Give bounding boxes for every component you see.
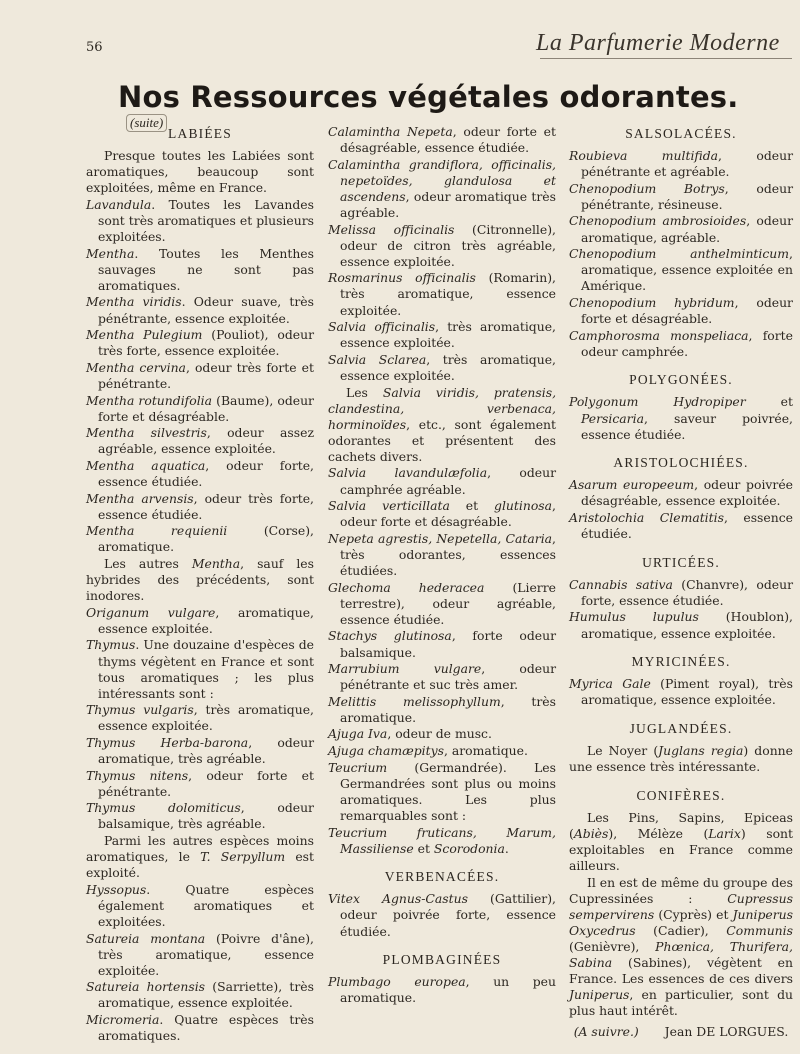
scientific-name: Mentha viridis (86, 294, 182, 310)
scientific-name: Salvia lavandulæfolia (328, 465, 488, 481)
scientific-name: Satureia montana (86, 930, 206, 946)
scientific-name: Hyssopus (86, 881, 147, 897)
section-title: URTICÉES. (642, 554, 720, 570)
text-run: , odeur poivrée désagréable, essence exploitée. (581, 477, 793, 509)
paragraph (328, 124, 556, 156)
text-run: , odeur aromatique très agréable. (340, 188, 556, 220)
text-run: , très aromatique, essence exploitée. (98, 702, 314, 734)
paragraph (328, 157, 556, 221)
paragraph (86, 605, 314, 637)
text-run: et (449, 498, 495, 514)
scientific-name: Mentha Pulegium (86, 327, 203, 343)
paragraph (328, 352, 556, 384)
paragraph (86, 800, 314, 832)
text-run: , en particulier, sont du plus haut intérêt. (569, 987, 793, 1019)
section-title: VERBENACÉES. (384, 869, 500, 885)
article-title: Nos Ressources végétales odorantes. (118, 80, 739, 114)
text-run: , un peu aromatique. (340, 974, 556, 1006)
paragraph (328, 385, 556, 465)
section-title: CONIFÈRES. (636, 787, 726, 803)
text-run: , odeur forte et désagréable, essence étudiée. (340, 124, 556, 156)
text-run: (Lierre terrestre), odeur agréable, essence étudiée. (340, 579, 556, 627)
text-run: (Piment royal), très aromatique, essence exploitée. (581, 676, 794, 708)
paragraph (569, 328, 793, 360)
paragraph (569, 477, 793, 509)
section-title: SALSOLACÉES. (625, 126, 737, 141)
paragraph (86, 833, 314, 881)
scientific-name: Juglans regia (658, 743, 744, 758)
paragraph (86, 327, 314, 359)
article-signature (569, 1024, 793, 1040)
scientific-name: Plumbago europea (328, 974, 466, 990)
paragraph (86, 556, 314, 604)
scientific-name: Juniperus Oxycedrus (569, 906, 793, 938)
text-run: , odeur de musc. (387, 726, 492, 742)
scientific-name: Mentha (86, 245, 135, 261)
paragraph (86, 458, 314, 490)
scientific-name: Persicaria (581, 410, 644, 426)
paragraph (328, 760, 556, 824)
text-run: . (504, 840, 509, 856)
text-run: (Houblon), aromatique, essence exploitée. (581, 609, 793, 641)
text-run: ) sont exploitables en France comme ailleurs. (569, 825, 793, 874)
column-3-body (569, 126, 793, 1020)
text-run: . Quatre espèces très aromatiques. (98, 1012, 314, 1044)
scientific-name: Cupressus sempervirens (569, 890, 793, 922)
scientific-name: Aristolochia Clematitis (569, 509, 724, 525)
scientific-name: Thymus (86, 637, 136, 653)
text-run: Il en est de même du groupe des Cupressinées : (569, 874, 793, 906)
scientific-name: Thymus dolomiticus (86, 800, 241, 816)
paragraph (569, 148, 793, 180)
paragraph (86, 979, 314, 1011)
text-run: , odeur forte et désagréable. (581, 294, 793, 327)
text-run: , odeur aromatique, agréable. (581, 213, 793, 245)
paragraph (86, 246, 314, 294)
author-name: Jean DE LORGUES. (664, 1023, 789, 1039)
scientific-name: Origanum vulgare (86, 604, 216, 620)
section-gap (569, 642, 793, 652)
text-run: . Toutes les Menthes sauvages ne sont pas aromatiques. (98, 245, 314, 293)
text-run: . Odeur suave, très pénétrante, essence exploitée. (98, 294, 314, 326)
text-run: (Poivre d'âne), très aromatique, essence exploitée. (98, 930, 314, 978)
paragraph (86, 197, 314, 245)
paragraph (569, 743, 793, 775)
scientific-name: Mentha cervina (86, 359, 186, 375)
text-run: , très aromatique, essence exploitée. (340, 319, 556, 351)
paragraph (328, 222, 556, 270)
text-run: , odeur pénétrante, résineuse. (581, 180, 793, 212)
page-number: 56 (86, 40, 103, 55)
scientific-name: Calamintha Nepeta (328, 124, 453, 139)
scientific-name: Micromeria (86, 1012, 160, 1028)
scientific-name: Mentha silvestris (86, 425, 207, 441)
paragraph (569, 213, 793, 245)
text-run: Les autres (104, 555, 192, 571)
text-run: , sauf les hybrides des précédents, sont inodores. (86, 555, 314, 604)
section-title: ARISTOLOCHIÉES. (613, 455, 749, 471)
text-run: (Sarriette), très aromatique, essence exploitée. (98, 979, 314, 1011)
section-title: JUGLANDÉES. (629, 720, 733, 736)
text-run: , très aromatique, essence exploitée. (340, 351, 556, 383)
scientific-name: Abiès (573, 825, 609, 841)
scientific-name: Satureia hortensis (86, 979, 206, 995)
paragraph (86, 702, 314, 734)
scientific-name: Salvia viridis, pratensis, clandestina, verbenaca, horminoïdes (328, 384, 557, 432)
text-run: Parmi les autres espèces moins aromatiques, le (86, 833, 314, 865)
text-run: (Sabines), végètent en France. Les essences de ces divers (569, 955, 793, 987)
scientific-name: Vitex Agnus-Castus (328, 891, 468, 907)
text-run: , saveur poivrée, essence étudiée. (581, 410, 793, 442)
scientific-name: Mentha (191, 555, 241, 571)
text-run: ), Mélèze ( (608, 825, 709, 841)
column-2-body (328, 124, 556, 1006)
paragraph (328, 825, 556, 857)
text-run: (Cadier), (635, 922, 727, 938)
paragraph (86, 931, 314, 979)
text-run: . Une douzaine d'espèces de thyms végètent en France et sont tous aromatiques ; les plus intéressants sont : (98, 637, 314, 701)
scientific-name: Ajuga chamæpitys (328, 743, 444, 759)
scientific-name: Mentha arvensis (86, 490, 194, 506)
column-1 (86, 124, 314, 1045)
text-run: , très odorantes, essences étudiées. (340, 530, 556, 579)
paragraph (569, 609, 793, 641)
scientific-name: Stachys glutinosa (328, 628, 452, 644)
scientific-name: Larix (708, 825, 741, 841)
scientific-name: Mentha aquatica (86, 457, 206, 473)
paragraph (86, 491, 314, 523)
text-run: , odeur balsamique, très agréable. (98, 800, 314, 832)
scientific-name: Cannabis sativa (569, 576, 673, 592)
paragraph (328, 661, 556, 693)
scientific-name: Melissa officinalis (328, 221, 455, 237)
text-run: , forte odeur balsamique. (340, 628, 556, 660)
section-title: PLOMBAGINÉES (382, 952, 502, 968)
paragraph (86, 360, 314, 392)
text-run: (Germandrée). Les Germandrées sont plus ou moins aromatiques. Les plus remarquables sont : (340, 759, 556, 823)
paragraph (569, 875, 793, 1020)
masthead-rule (540, 58, 792, 59)
paragraph (569, 577, 793, 609)
column-3 (569, 124, 793, 1040)
column-1-body (86, 148, 314, 1044)
text-run: (Pouliot), odeur très forte, essence exploitée. (98, 327, 314, 359)
text-run: , etc., sont également odorantes et présentent des cachets divers. (328, 416, 556, 464)
paragraph (328, 531, 556, 579)
paragraph (328, 891, 556, 939)
text-run: , forte odeur camphrée. (581, 327, 793, 359)
text-run: , odeur très forte et pénétrante. (98, 359, 314, 391)
text-run: et (413, 840, 434, 856)
section-gap (328, 940, 556, 950)
magazine-masthead: La Parfumerie Moderne (536, 30, 780, 56)
scientific-name: glutinosa (494, 498, 553, 514)
paragraph (569, 394, 793, 442)
text-run: , odeur pénétrante et suc très amer. (340, 661, 556, 693)
scientific-name: Chenopodium Botrys (569, 180, 725, 196)
article-continued-tag: (suite) (126, 114, 167, 132)
section-title: MYRICINÉES. (631, 654, 731, 670)
scientific-name: Calamintha grandiflora, officinalis, nepetoïdes, glandulosa et ascendens (328, 156, 556, 204)
text-run: Les Pins, Sapins, Epiceas ( (569, 809, 793, 841)
text-run: , odeur assez agréable, essence exploitée. (98, 425, 314, 457)
text-run: et (745, 394, 793, 410)
scientific-name: Thymus nitens (86, 767, 189, 783)
text-run: , très aromatique. (340, 693, 556, 725)
paragraph (569, 676, 793, 708)
paragraph (86, 523, 314, 555)
scientific-name: Myrica Gale (569, 676, 651, 692)
text-run: , aromatique, essence exploitée en Amérique. (581, 246, 793, 294)
scientific-name: Chenopodium hybridum (569, 294, 735, 310)
scientific-name: Nepeta agrestis, Nepetella, Cataria (328, 530, 553, 546)
scientific-name: Salvia officinalis (328, 319, 436, 335)
text-run: (Baume), odeur forte et désagréable. (98, 392, 314, 424)
scientific-name: Teucrium fruticans, Marum, Massiliense (328, 824, 556, 856)
section-gap (328, 857, 556, 867)
scientific-name: Roubieva multifida (569, 148, 719, 164)
paragraph (328, 498, 556, 530)
scientific-name: Phœnica, Thurifera, Sabina (569, 939, 793, 971)
paragraph (569, 295, 793, 327)
scientific-name: Glechoma hederacea (328, 579, 485, 595)
scientific-name: Humulus lupulus (569, 609, 699, 625)
paragraph (569, 246, 793, 294)
scientific-name: Teucrium (328, 759, 388, 775)
scientific-name: Polygonum Hydropiper (569, 394, 746, 410)
section-gap (569, 709, 793, 719)
text-run: Le Noyer ( (587, 743, 659, 758)
section-gap (569, 443, 793, 453)
text-run: , odeur très forte, essence étudiée. (98, 490, 314, 522)
text-run: , odeur aromatique, très agréable. (98, 734, 314, 767)
paragraph (569, 181, 793, 213)
text-run: ) donne une essence très intéressante. (569, 743, 793, 775)
paragraph (328, 580, 556, 628)
paragraph (86, 148, 314, 196)
paragraph (328, 319, 556, 351)
to-be-continued: (A suivre.) (573, 1023, 639, 1039)
scientific-name: Thymus vulgaris (86, 702, 194, 718)
paragraph (328, 270, 556, 318)
text-run: Presque toutes les Labiées sont aromatiques, beaucoup sont exploitées, même en France. (86, 148, 314, 196)
section-gap (569, 360, 793, 370)
text-run: (Chanvre), odeur forte, essence étudiée. (581, 576, 793, 608)
text-run: , odeur camphrée agréable. (340, 465, 556, 497)
scientific-name: Asarum europeeum (569, 477, 695, 493)
paragraph (328, 694, 556, 726)
text-run: , odeur pénétrante et agréable. (581, 148, 793, 180)
text-run: (Citronnelle), odeur de citron très agréable, essence exploitée. (340, 221, 556, 269)
paragraph (86, 768, 314, 800)
section-title: LABIÉES (168, 126, 232, 141)
text-run: (Cyprès) et (654, 906, 733, 922)
scientific-name: Salvia Sclarea (328, 351, 427, 367)
text-run: , essence étudiée. (581, 509, 793, 542)
paragraph (86, 637, 314, 701)
text-run: est exploité. (86, 849, 315, 881)
scientific-name: Mentha rotundifolia (86, 392, 213, 408)
section-gap (569, 543, 793, 553)
text-run: , odeur forte et pénétrante. (98, 767, 314, 799)
paragraph (328, 465, 556, 497)
paragraph (86, 882, 314, 930)
text-run: , aromatique. (443, 743, 528, 759)
text-run: (Corse), aromatique. (98, 523, 314, 555)
text-run: , aromatique, essence exploitée. (98, 604, 314, 636)
paragraph (86, 735, 314, 767)
scientific-name: Scorodonia (433, 840, 505, 856)
scientific-name: Mentha requienii (86, 523, 228, 539)
scientific-name: Communis (726, 922, 793, 938)
scientific-name: Thymus Herba-barona (86, 734, 249, 750)
text-run: (Romarin), très aromatique, essence exploitée. (340, 270, 556, 318)
scientific-name: Ajuga Iva (328, 726, 388, 742)
scientific-name: Lavandula (86, 196, 152, 212)
scientific-name: Marrubium vulgare (328, 661, 482, 677)
scientific-name: Chenopodium ambrosioides (569, 213, 747, 229)
paragraph (86, 393, 314, 425)
scientific-name: Salvia verticillata (328, 498, 450, 514)
text-run: . Toutes les Lavandes sont très aromatiques et plusieurs exploitées. (98, 196, 314, 245)
scientific-name: T. Serpyllum (200, 849, 286, 865)
text-run: Les (346, 384, 383, 400)
text-run: , odeur forte et désagréable. (340, 498, 556, 530)
section-gap (569, 776, 793, 786)
paragraph (328, 726, 556, 742)
text-run: . Quatre espèces également aromatiques et exploitées. (98, 881, 314, 929)
paragraph (86, 1012, 314, 1044)
text-run: (Genièvre), (569, 939, 656, 955)
paragraph (569, 510, 793, 542)
scientific-name: Melittis melissophyllum (328, 693, 501, 709)
scientific-name: Rosmarinus officinalis (328, 270, 476, 286)
section-title: POLYGONÉES. (629, 372, 733, 388)
text-run: , odeur forte, essence étudiée. (98, 457, 314, 489)
scientific-name: Chenopodium anthelminticum (569, 246, 790, 262)
paragraph (569, 810, 793, 874)
scientific-name: Camphorosma monspeliaca (569, 327, 749, 343)
paragraph (328, 974, 556, 1006)
paragraph (86, 294, 314, 326)
paragraph (328, 743, 556, 759)
scientific-name: Juniperus (569, 987, 630, 1003)
text-run: (Gattilier), odeur poivrée forte, essence étudiée. (340, 891, 556, 939)
column-2 (328, 124, 556, 1007)
paragraph (328, 628, 556, 660)
paragraph (86, 425, 314, 457)
